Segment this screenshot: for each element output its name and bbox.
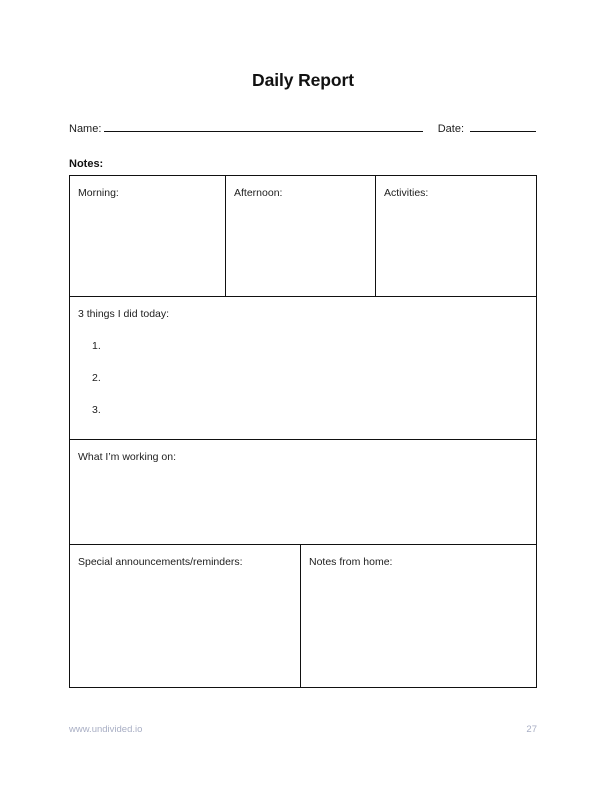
three-things-label: 3 things I did today: bbox=[78, 308, 170, 320]
date-input-line[interactable] bbox=[470, 118, 536, 132]
three-things-list bbox=[78, 339, 536, 417]
working-on-label: What I’m working on: bbox=[78, 451, 177, 463]
cell-three-things[interactable] bbox=[70, 297, 536, 439]
table-row-working-on bbox=[70, 439, 536, 544]
table-row-three-things bbox=[70, 296, 536, 439]
cell-afternoon-label: Afternoon: bbox=[234, 187, 283, 199]
cell-activities-label: Activities: bbox=[384, 187, 429, 199]
footer-page-number: 27 bbox=[526, 724, 537, 735]
name-date-row bbox=[69, 118, 537, 136]
cell-notes-from-home[interactable] bbox=[300, 545, 536, 687]
list-item[interactable]: 2. bbox=[92, 372, 101, 384]
cell-morning-label: Morning: bbox=[78, 187, 119, 199]
notes-from-home-label: Notes from home: bbox=[309, 556, 393, 568]
page-title: Daily Report bbox=[252, 70, 354, 90]
cell-morning[interactable] bbox=[70, 176, 225, 296]
table-row-periods bbox=[70, 176, 536, 296]
cell-working-on[interactable] bbox=[70, 440, 536, 544]
footer-website[interactable]: www.undivided.io bbox=[69, 724, 143, 735]
page-footer bbox=[69, 724, 537, 735]
name-input-line[interactable] bbox=[104, 118, 422, 132]
cell-special-announcements[interactable] bbox=[70, 545, 300, 687]
notes-label: Notes: bbox=[69, 158, 104, 170]
list-item[interactable]: 3. bbox=[92, 404, 101, 416]
date-label: Date: bbox=[437, 123, 464, 135]
cell-afternoon[interactable] bbox=[225, 176, 375, 296]
list-item[interactable]: 1. bbox=[92, 340, 101, 352]
special-announcements-label: Special announcements/reminders: bbox=[78, 556, 243, 568]
report-table bbox=[69, 175, 537, 688]
cell-activities[interactable] bbox=[375, 176, 536, 296]
name-label: Name: bbox=[69, 123, 102, 135]
table-row-bottom bbox=[70, 544, 536, 687]
